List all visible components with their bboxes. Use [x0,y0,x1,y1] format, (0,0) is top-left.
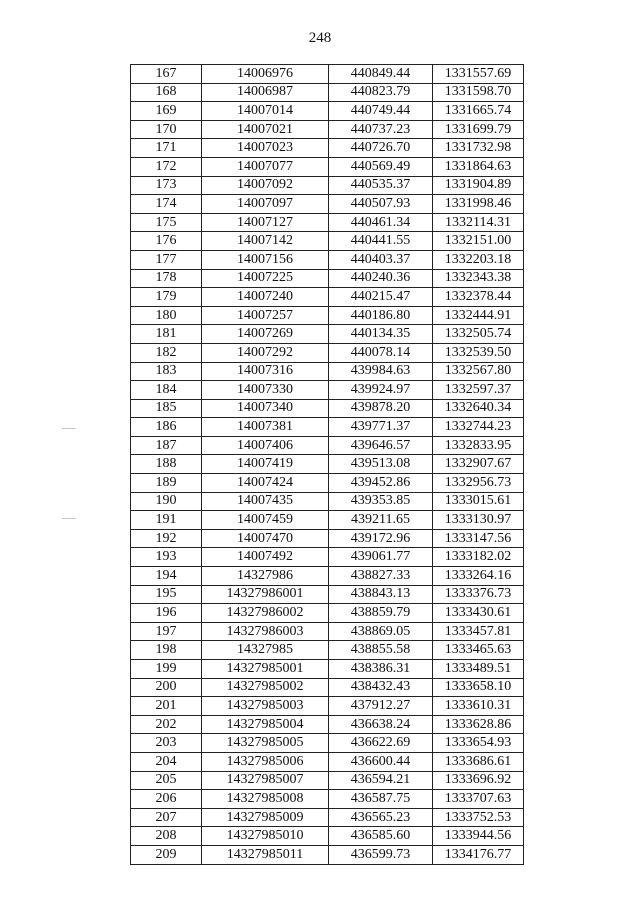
x-coordinate-cell: 436585.60 [329,827,433,846]
point-id-cell: 14327986003 [202,622,329,641]
point-number-cell: 203 [131,734,202,753]
point-id-cell: 14327985003 [202,697,329,716]
point-id-cell: 14327985006 [202,752,329,771]
point-number-cell: 204 [131,752,202,771]
table-row [131,660,524,679]
x-coordinate-cell: 436622.69 [329,734,433,753]
table-row [131,511,524,530]
point-number-cell: 176 [131,232,202,251]
y-coordinate-cell: 1333457.81 [433,622,524,641]
y-coordinate-cell: 1333610.31 [433,697,524,716]
point-number-cell: 197 [131,622,202,641]
x-coordinate-cell: 439172.96 [329,529,433,548]
table-row [131,157,524,176]
point-number-cell: 171 [131,139,202,158]
point-number-cell: 183 [131,362,202,381]
point-id-cell: 14007492 [202,548,329,567]
point-id-cell: 14007225 [202,269,329,288]
x-coordinate-cell: 440507.93 [329,195,433,214]
table-row [131,474,524,493]
x-coordinate-cell: 440569.49 [329,157,433,176]
table-row [131,845,524,864]
x-coordinate-cell: 440535.37 [329,176,433,195]
point-id-cell: 14327985002 [202,678,329,697]
y-coordinate-cell: 1333182.02 [433,548,524,567]
point-id-cell: 14327985011 [202,845,329,864]
point-id-cell: 14007156 [202,250,329,269]
y-coordinate-cell: 1332539.50 [433,343,524,362]
point-number-cell: 206 [131,790,202,809]
table-row [131,808,524,827]
y-coordinate-cell: 1334176.77 [433,845,524,864]
point-id-cell: 14007459 [202,511,329,530]
table-row [131,734,524,753]
point-id-cell: 14327985007 [202,771,329,790]
point-number-cell: 180 [131,306,202,325]
y-coordinate-cell: 1332907.67 [433,455,524,474]
point-number-cell: 194 [131,567,202,586]
point-id-cell: 14327986 [202,567,329,586]
point-number-cell: 175 [131,213,202,232]
point-id-cell: 14007021 [202,120,329,139]
x-coordinate-cell: 439924.97 [329,381,433,400]
table-row [131,102,524,121]
x-coordinate-cell: 438827.33 [329,567,433,586]
y-coordinate-cell: 1333147.56 [433,529,524,548]
point-number-cell: 168 [131,83,202,102]
table-row [131,139,524,158]
x-coordinate-cell: 436594.21 [329,771,433,790]
point-id-cell: 14327985001 [202,660,329,679]
point-id-cell: 14007424 [202,474,329,493]
x-coordinate-cell: 440726.70 [329,139,433,158]
point-number-cell: 173 [131,176,202,195]
margin-mark [62,428,76,429]
x-coordinate-cell: 439771.37 [329,418,433,437]
y-coordinate-cell: 1332505.74 [433,325,524,344]
y-coordinate-cell: 1333686.61 [433,752,524,771]
y-coordinate-cell: 1332114.31 [433,213,524,232]
coordinates-table [130,64,524,865]
table-row [131,250,524,269]
x-coordinate-cell: 436565.23 [329,808,433,827]
table-row [131,604,524,623]
table-row [131,678,524,697]
x-coordinate-cell: 438869.05 [329,622,433,641]
table-row [131,641,524,660]
point-number-cell: 209 [131,845,202,864]
point-id-cell: 14007419 [202,455,329,474]
point-id-cell: 14327985010 [202,827,329,846]
y-coordinate-cell: 1332203.18 [433,250,524,269]
y-coordinate-cell: 1333628.86 [433,715,524,734]
x-coordinate-cell: 439878.20 [329,399,433,418]
point-number-cell: 202 [131,715,202,734]
x-coordinate-cell: 440240.36 [329,269,433,288]
point-number-cell: 189 [131,474,202,493]
y-coordinate-cell: 1331904.89 [433,176,524,195]
x-coordinate-cell: 439513.08 [329,455,433,474]
point-number-cell: 177 [131,250,202,269]
x-coordinate-cell: 440186.80 [329,306,433,325]
table-row [131,65,524,84]
point-id-cell: 14007340 [202,399,329,418]
table-row [131,381,524,400]
y-coordinate-cell: 1331665.74 [433,102,524,121]
y-coordinate-cell: 1332833.95 [433,436,524,455]
point-id-cell: 14007257 [202,306,329,325]
x-coordinate-cell: 440215.47 [329,288,433,307]
table-row [131,567,524,586]
x-coordinate-cell: 438843.13 [329,585,433,604]
x-coordinate-cell: 440441.55 [329,232,433,251]
y-coordinate-cell: 1332956.73 [433,474,524,493]
point-number-cell: 187 [131,436,202,455]
x-coordinate-cell: 440403.37 [329,250,433,269]
point-id-cell: 14327985005 [202,734,329,753]
point-number-cell: 182 [131,343,202,362]
point-id-cell: 14007142 [202,232,329,251]
page-number: 248 [308,30,332,46]
y-coordinate-cell: 1333376.73 [433,585,524,604]
point-id-cell: 14007097 [202,195,329,214]
point-number-cell: 193 [131,548,202,567]
point-id-cell: 14007435 [202,492,329,511]
table-row [131,288,524,307]
point-number-cell: 201 [131,697,202,716]
y-coordinate-cell: 1331598.70 [433,83,524,102]
table-row [131,455,524,474]
point-id-cell: 14007316 [202,362,329,381]
point-number-cell: 185 [131,399,202,418]
y-coordinate-cell: 1332378.44 [433,288,524,307]
point-id-cell: 14007127 [202,213,329,232]
point-id-cell: 14007077 [202,157,329,176]
point-number-cell: 190 [131,492,202,511]
y-coordinate-cell: 1332151.00 [433,232,524,251]
point-id-cell: 14007014 [202,102,329,121]
point-id-cell: 14007406 [202,436,329,455]
y-coordinate-cell: 1331998.46 [433,195,524,214]
table-row [131,771,524,790]
x-coordinate-cell: 436638.24 [329,715,433,734]
x-coordinate-cell: 440078.14 [329,343,433,362]
y-coordinate-cell: 1331864.63 [433,157,524,176]
y-coordinate-cell: 1333696.92 [433,771,524,790]
point-number-cell: 207 [131,808,202,827]
y-coordinate-cell: 1333264.16 [433,567,524,586]
x-coordinate-cell: 438859.79 [329,604,433,623]
point-id-cell: 14007092 [202,176,329,195]
point-id-cell: 14327985009 [202,808,329,827]
x-coordinate-cell: 436587.75 [329,790,433,809]
y-coordinate-cell: 1332343.38 [433,269,524,288]
point-number-cell: 186 [131,418,202,437]
point-number-cell: 188 [131,455,202,474]
point-id-cell: 14006987 [202,83,329,102]
point-number-cell: 172 [131,157,202,176]
x-coordinate-cell: 440737.23 [329,120,433,139]
y-coordinate-cell: 1333465.63 [433,641,524,660]
x-coordinate-cell: 438432.43 [329,678,433,697]
table-row [131,120,524,139]
point-number-cell: 174 [131,195,202,214]
table-row [131,585,524,604]
table-row [131,325,524,344]
point-number-cell: 205 [131,771,202,790]
table-row [131,790,524,809]
point-id-cell: 14007269 [202,325,329,344]
x-coordinate-cell: 440461.34 [329,213,433,232]
table-row [131,622,524,641]
x-coordinate-cell: 439061.77 [329,548,433,567]
y-coordinate-cell: 1333707.63 [433,790,524,809]
point-number-cell: 196 [131,604,202,623]
x-coordinate-cell: 439452.86 [329,474,433,493]
table-row [131,343,524,362]
table-row [131,752,524,771]
x-coordinate-cell: 439984.63 [329,362,433,381]
x-coordinate-cell: 439353.85 [329,492,433,511]
table-row [131,195,524,214]
table-row [131,548,524,567]
point-id-cell: 14327986002 [202,604,329,623]
y-coordinate-cell: 1331699.79 [433,120,524,139]
point-id-cell: 14327986001 [202,585,329,604]
y-coordinate-cell: 1332567.80 [433,362,524,381]
point-number-cell: 200 [131,678,202,697]
point-number-cell: 208 [131,827,202,846]
point-number-cell: 198 [131,641,202,660]
y-coordinate-cell: 1333752.53 [433,808,524,827]
y-coordinate-cell: 1333130.97 [433,511,524,530]
point-id-cell: 14007470 [202,529,329,548]
point-id-cell: 14327985008 [202,790,329,809]
point-id-cell: 14007292 [202,343,329,362]
y-coordinate-cell: 1333944.56 [433,827,524,846]
y-coordinate-cell: 1332597.37 [433,381,524,400]
point-id-cell: 14007023 [202,139,329,158]
y-coordinate-cell: 1333489.51 [433,660,524,679]
y-coordinate-cell: 1332744.23 [433,418,524,437]
point-number-cell: 195 [131,585,202,604]
y-coordinate-cell: 1333658.10 [433,678,524,697]
table-row [131,269,524,288]
table-row [131,715,524,734]
point-id-cell: 14327985 [202,641,329,660]
x-coordinate-cell: 438855.58 [329,641,433,660]
margin-mark [62,518,76,519]
point-number-cell: 191 [131,511,202,530]
table-body [131,65,524,865]
point-number-cell: 184 [131,381,202,400]
point-number-cell: 170 [131,120,202,139]
point-number-cell: 199 [131,660,202,679]
table-row [131,176,524,195]
y-coordinate-cell: 1333654.93 [433,734,524,753]
x-coordinate-cell: 440849.44 [329,65,433,84]
point-number-cell: 179 [131,288,202,307]
point-number-cell: 178 [131,269,202,288]
table-row [131,399,524,418]
table-row [131,213,524,232]
table-row [131,362,524,381]
point-number-cell: 169 [131,102,202,121]
table-row [131,492,524,511]
y-coordinate-cell: 1332444.91 [433,306,524,325]
table-row [131,418,524,437]
x-coordinate-cell: 440823.79 [329,83,433,102]
point-number-cell: 167 [131,65,202,84]
table-row [131,306,524,325]
y-coordinate-cell: 1333430.61 [433,604,524,623]
x-coordinate-cell: 440749.44 [329,102,433,121]
x-coordinate-cell: 438386.31 [329,660,433,679]
x-coordinate-cell: 440134.35 [329,325,433,344]
x-coordinate-cell: 436600.44 [329,752,433,771]
point-id-cell: 14006976 [202,65,329,84]
table-row [131,529,524,548]
x-coordinate-cell: 439646.57 [329,436,433,455]
x-coordinate-cell: 436599.73 [329,845,433,864]
x-coordinate-cell: 439211.65 [329,511,433,530]
y-coordinate-cell: 1331732.98 [433,139,524,158]
point-id-cell: 14327985004 [202,715,329,734]
point-number-cell: 181 [131,325,202,344]
x-coordinate-cell: 437912.27 [329,697,433,716]
table-row [131,83,524,102]
point-id-cell: 14007330 [202,381,329,400]
point-id-cell: 14007381 [202,418,329,437]
table-row [131,232,524,251]
y-coordinate-cell: 1331557.69 [433,65,524,84]
y-coordinate-cell: 1332640.34 [433,399,524,418]
table-row [131,827,524,846]
point-id-cell: 14007240 [202,288,329,307]
y-coordinate-cell: 1333015.61 [433,492,524,511]
table-row [131,697,524,716]
table-row [131,436,524,455]
point-number-cell: 192 [131,529,202,548]
